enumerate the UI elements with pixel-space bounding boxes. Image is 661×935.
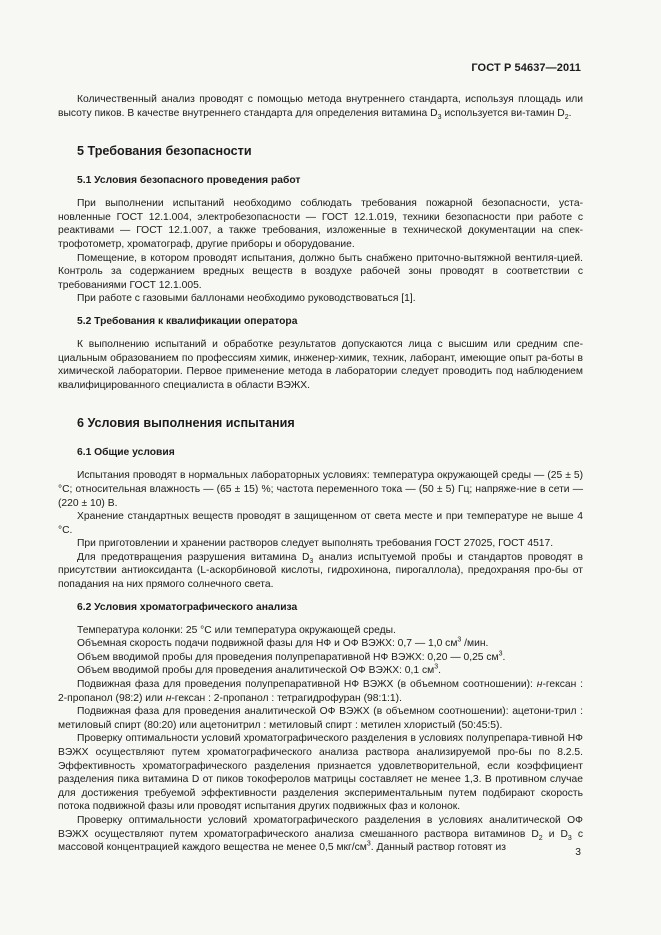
paragraph: Подвижная фаза для проведения аналитической ОФ ВЭЖХ (в объемном соотношении): ацетони-трил : метиловый спирт (80:20) или ацетонитрил : метиловый спирт : метилен хлористый (50:45:5). — [58, 706, 583, 731]
paragraph: Объем вводимой пробы для проведения аналитической ОФ ВЭЖХ: 0,1 $см^3$. — [77, 664, 441, 677]
intro-paragraph: Количественный анализ проводят с помощью метода внутреннего стандарта, используя площадь или высоту пиков. В качестве внутреннего стандарта для определения витамина $D_3$ используется ви-тамин $D_2$. — [58, 94, 583, 121]
paragraph: При выполнении испытаний необходимо соблюдать требования пожарной безопасности, уста-новленные ГОСТ 12.1.004, электробезопасности — ГОСТ 12.1.019, техники безопасности при работе с реактивами — ГОСТ 12.1.007, а также требования, изложенные в технической документации на спек-трофотометр, хроматограф, другие приборы и оборудование. — [58, 198, 583, 250]
paragraph: Помещение, в котором проводят испытания, должно быть снабжено приточно-вытяжной вентиля-цией. Контроль за содержанием вредных веществ в воздухе рабочей зоны проводят в соответствии с требованиями ГОСТ 12.1.005. — [58, 252, 583, 291]
section-5-2-title: 5.2 Требования к квалификации оператора — [77, 315, 298, 327]
document-body — [58, 93, 583, 855]
section-6-1-title: 6.1 Общие условия — [77, 447, 175, 459]
paragraph: Температура колонки: 25 °С или температура окружающей среды. — [77, 624, 396, 636]
document-header: ГОСТ Р 54637—2011 — [471, 62, 581, 74]
paragraph: Объемная скорость подачи подвижной фазы для НФ и ОФ ВЭЖХ: 0,7 — 1,0 $см^3$ /мин. — [77, 636, 489, 650]
paragraph: Проверку оптимальности условий хроматографического разделения в условиях аналитической ОФ ВЭЖХ осуществляют путем хроматографического анализа смешанного раствора витаминов $D_2$ и $D_3$ с массовой концентрацией каждого вещества не менее 0,5 мкг/$см^3$. Данный раствор готовят из — [58, 814, 583, 854]
section-6-2-title: 6.2 Условия хроматографического анализа — [77, 601, 298, 613]
paragraph: Для предотвращения разрушения витамина $D_3$ анализ испытуемой пробы и стандартов проводят в присутствии антиоксиданта (L-аскорбиновой кислоты, гидрохинона, пирогаллола), предохраняя про-бы от попадания на них прямого солнечного света. — [58, 551, 583, 591]
section-6-title: 6 Условия выполнения испытания — [77, 416, 295, 431]
paragraph: К выполнению испытаний и обработке результатов допускаются лица с высшим или средним спе-циальным образованием по профессиям химик, инженер-химик, техник, лаборант, имеющие опыт ра-боты в химической лаборатории. Первое применение метода в лаборатории следует проводить под наблюдением квалифицированного специалиста в области ВЭЖХ. — [58, 338, 583, 391]
page-number: 3 — [575, 847, 581, 858]
paragraph: При работе с газовыми баллонами необходимо руководствоваться [1]. — [77, 293, 416, 305]
paragraph: Объем вводимой пробы для проведения полупрепаративной НФ ВЭЖХ: 0,20 — 0,25 $см^3$. — [77, 650, 506, 663]
paragraph: При приготовлении и хранении растворов следует выполнять требования ГОСТ 27025, ГОСТ 4517. — [77, 538, 554, 550]
paragraph: Подвижная фаза для проведения полупрепаративной НФ ВЭЖХ (в объемном соотношении): н-гексан : 2-пропанол (98:2) или н-гексан : 2-пропанол : тетрагидрофуран (98:1:1). — [58, 679, 583, 704]
paragraph: Испытания проводят в нормальных лабораторных условиях: температура окружающей среды — (25 ± 5) °С; относительная влажность — (65 ± 15) %; частота переменного тока — (50 ± 5) Гц; напряже-ние в сети — (220 ± 10) В. — [58, 470, 583, 509]
section-5-title: 5 Требования безопасности — [77, 144, 252, 159]
paragraph: Хранение стандартных веществ проводят в защищенном от света месте и при температуре не выше 4 °С. — [58, 511, 583, 536]
paragraph: Проверку оптимальности условий хроматографического разделения в условиях полупрепара-тивной НФ ВЭЖХ осуществляют путем хроматографического анализа раствора анализируемой про-бы по 8.2.5. Эффективность хроматографического разделения признается удовлетворительной, если коэффициент разделения пика витамина D от пиков токоферолов матрицы составляет не менее 1,3. В противном случае для достижения требуемой эффективности разделения экспериментальным путем подбирают скорость потока подвижной фазы или проводят испытания других подвижных фаз и колонок. — [58, 733, 583, 813]
section-5-1-title: 5.1 Условия безопасного проведения работ — [77, 175, 301, 187]
